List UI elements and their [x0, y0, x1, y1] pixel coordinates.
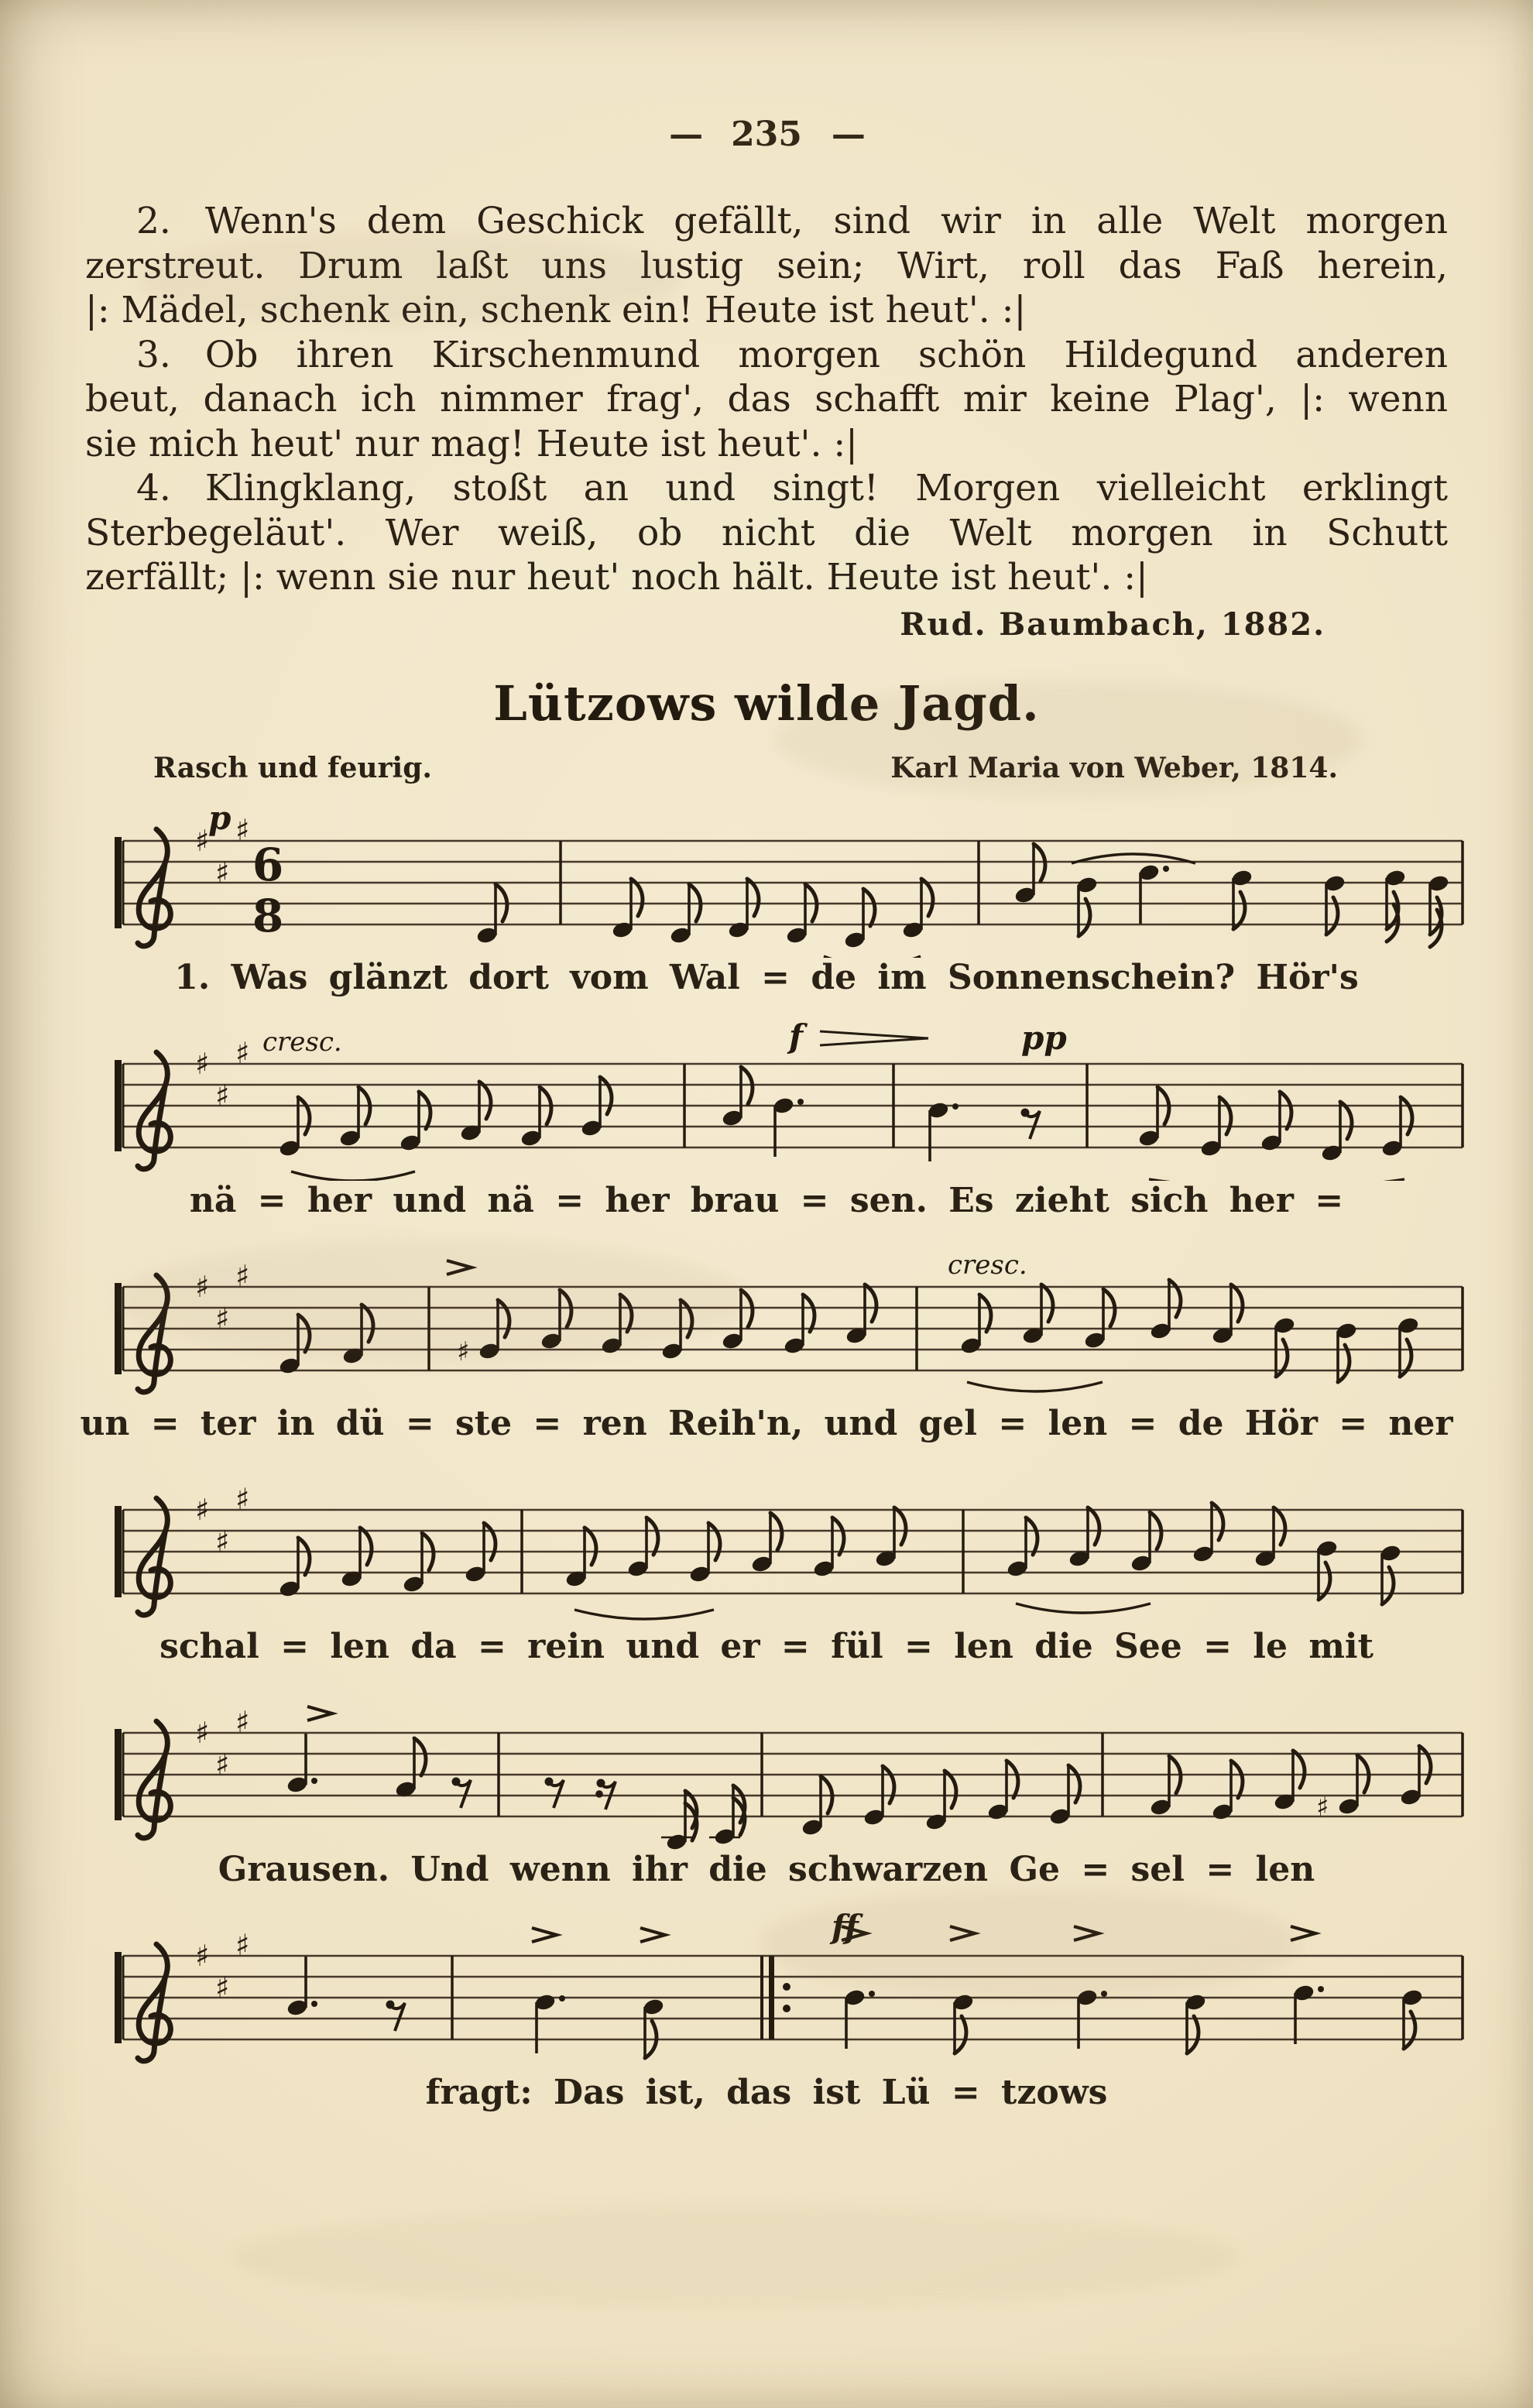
music-staff-6	[65, 1913, 1468, 2073]
verse-number: 4.	[136, 467, 171, 509]
composer-credit: Karl Maria von Weber, 1814.	[890, 751, 1338, 784]
svg-text:♯: ♯	[235, 812, 250, 847]
svg-text:♯: ♯	[195, 823, 210, 858]
music-staff-5	[65, 1690, 1468, 1850]
verse-4-line-2: Sterbegeläut'. Wer weiß, ob nicht die Welt morgen in Schutt	[85, 511, 1448, 554]
svg-text:pp: pp	[1021, 1020, 1067, 1057]
author-attribution: Rud. Baumbach, 1882.	[900, 605, 1326, 643]
music-system-1	[0, 798, 1533, 1004]
svg-text:8: 8	[252, 889, 284, 942]
music-system-5	[0, 1690, 1533, 1896]
music-system-3	[0, 1244, 1533, 1450]
svg-text:♯: ♯	[215, 1747, 230, 1782]
svg-text:♯: ♯	[215, 1078, 230, 1113]
svg-text:♯: ♯	[195, 1715, 210, 1750]
verse-text: Klingklang, stoßt an und singt! Morgen vielleicht erklingt	[204, 467, 1448, 509]
song-title: Lützows wilde Jagd.	[493, 674, 1040, 732]
svg-text:♯: ♯	[195, 1492, 210, 1527]
svg-text:♯: ♯	[235, 1035, 250, 1070]
svg-text:♯: ♯	[457, 1336, 470, 1367]
svg-text:♯: ♯	[235, 1258, 250, 1293]
music-score	[0, 798, 1533, 2119]
verse-2-line-2: zerstreut. Drum laßt uns lustig sein; Wirt, roll das Faß herein,	[85, 244, 1448, 287]
music-system-2	[0, 1021, 1533, 1227]
svg-text:♯: ♯	[195, 1269, 210, 1304]
svg-text:♯: ♯	[235, 1927, 250, 1962]
lyric-line-4: schal = len da = rein und er = fül = len die See = le mit	[159, 1626, 1374, 1666]
verse-4-line-1	[85, 466, 1448, 511]
svg-text:♯: ♯	[235, 1704, 250, 1739]
verse-3-line-2: beut, danach ich nimmer frag', das schafft mir keine Plag', |: wenn	[85, 378, 1448, 420]
svg-text:6: 6	[252, 838, 284, 891]
svg-text:p: p	[208, 798, 231, 837]
svg-text:ff: ff	[832, 1912, 859, 1946]
verse-2-line-3: |: Mädel, schenk ein, schenk ein! Heute ist heut'. :|	[85, 289, 1027, 331]
header-dash-left: —	[669, 115, 702, 154]
svg-text:cresc.: cresc.	[262, 1026, 342, 1058]
svg-text:♯: ♯	[215, 855, 230, 890]
verse-4-line-3: zerfällt; |: wenn sie nur heut' noch hält. Heute ist heut'. :|	[85, 556, 1148, 599]
svg-text:cresc.: cresc.	[948, 1249, 1027, 1281]
lyric-line-1: 1. Was glänzt dort vom Wal = de im Sonnenschein? Hör's	[174, 957, 1359, 997]
bleedthrough-smudge	[232, 2207, 1239, 2307]
tempo-marking: Rasch und feurig.	[153, 751, 432, 784]
verse-3-line-3: sie mich heut' nur mag! Heute ist heut'. :|	[85, 422, 858, 465]
verse-number: 3.	[136, 333, 171, 376]
svg-text:♯: ♯	[235, 1481, 250, 1516]
svg-text:♯: ♯	[1316, 1791, 1329, 1823]
page-header	[0, 115, 1533, 154]
verse-block	[85, 199, 1448, 600]
music-system-4	[0, 1467, 1533, 1673]
lyric-line-6: fragt: Das ist, das ist Lü = tzows	[425, 2072, 1108, 2112]
svg-text:♯: ♯	[195, 1938, 210, 1973]
lyric-line-3: un = ter in dü = ste = ren Reih'n, und gel = len = de Hör = ner	[80, 1403, 1453, 1443]
page-number: 235	[731, 115, 802, 154]
music-staff-1	[65, 798, 1468, 958]
lyric-line-5: Grausen. Und wenn ihr die schwarzen Ge = sel = len	[218, 1849, 1315, 1889]
header-dash-right: —	[831, 115, 864, 154]
verse-2-line-1	[85, 199, 1448, 244]
tempo-composer-row	[0, 752, 1533, 784]
verse-text: Wenn's dem Geschick gefällt, sind wir in alle Welt morgen	[204, 200, 1448, 242]
verse-3-line-1	[85, 333, 1448, 378]
lyric-line-2: nä = her und nä = her brau = sen. Es zieht sich her =	[189, 1180, 1344, 1220]
svg-text:♯: ♯	[195, 1046, 210, 1081]
svg-text:♯: ♯	[215, 1970, 230, 2005]
music-system-6	[0, 1913, 1533, 2119]
music-staff-3	[65, 1244, 1468, 1404]
music-staff-2	[65, 1021, 1468, 1181]
svg-text:♯: ♯	[215, 1301, 230, 1336]
verse-number: 2.	[136, 200, 171, 242]
verse-text: Ob ihren Kirschenmund morgen schön Hildegund anderen	[204, 333, 1448, 376]
svg-text:♯: ♯	[215, 1524, 230, 1559]
svg-text:f: f	[789, 1020, 804, 1055]
music-staff-4	[65, 1467, 1468, 1627]
